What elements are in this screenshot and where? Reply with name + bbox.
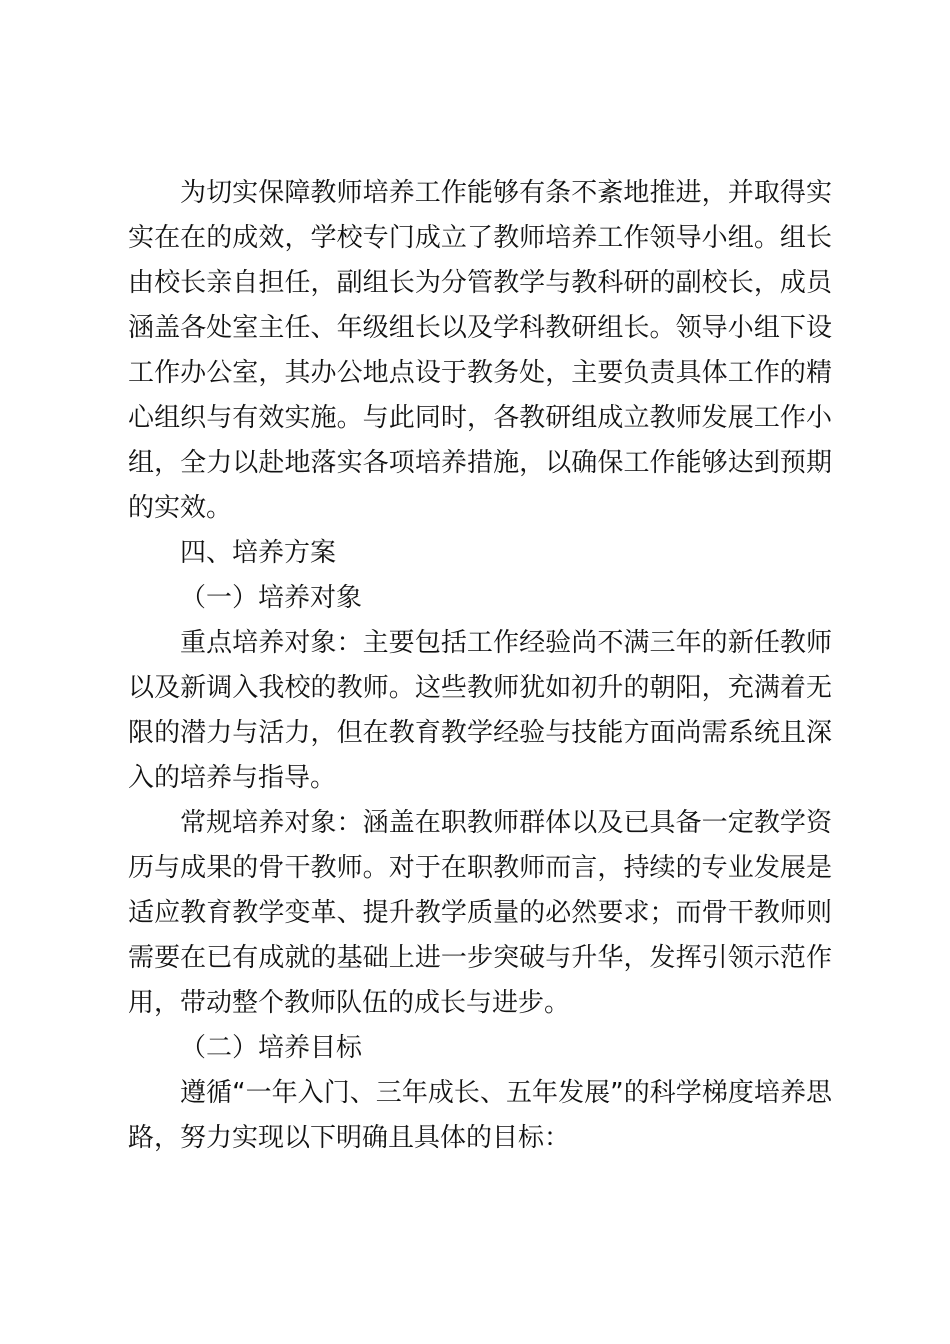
subheading-training-goals: （二）培养目标 xyxy=(180,1033,363,1063)
paragraph-key-targets: 重点培养对象：主要包括工作经验尚不满三年的新任教师以及新调入我校的教师。这些教师犹如初升的朝阳，充满着无限的潜力与活力，但在教育教学经验与技能方面尚需系统且深入的培养与指导。 xyxy=(128,628,832,793)
document-body xyxy=(128,171,832,1161)
subheading-training-targets: （一）培养对象 xyxy=(180,583,363,613)
paragraph-regular-targets: 常规培养对象：涵盖在职教师群体以及已具备一定教学资历与成果的骨干教师。对于在职教师而言，持续的专业发展是适应教育教学变革、提升教学质量的必然要求；而骨干教师则需要在已有成就的基础上进一步突破与升华，发挥引领示范作用，带动整个教师队伍的成长与进步。 xyxy=(128,808,832,1018)
paragraph-leadership-group: 为切实保障教师培养工作能够有条不紊地推进，并取得实实在在的成效，学校专门成立了教师培养工作领导小组。组长由校长亲自担任，副组长为分管教学与教科研的副校长，成员涵盖各处室主任、年级组长以及学科教研组长。领导小组下设工作办公室，其办公地点设于教务处，主要负责具体工作的精心组织与有效实施。与此同时，各教研组成立教师发展工作小组，全力以赴地落实各项培养措施，以确保工作能够达到预期的实效。 xyxy=(128,178,832,523)
paragraph-goals-intro: 遵循“一年入门、三年成长、五年发展”的科学梯度培养思路，努力实现以下明确且具体的目标： xyxy=(128,1078,832,1153)
section-heading-training-plan: 四、培养方案 xyxy=(180,538,337,568)
